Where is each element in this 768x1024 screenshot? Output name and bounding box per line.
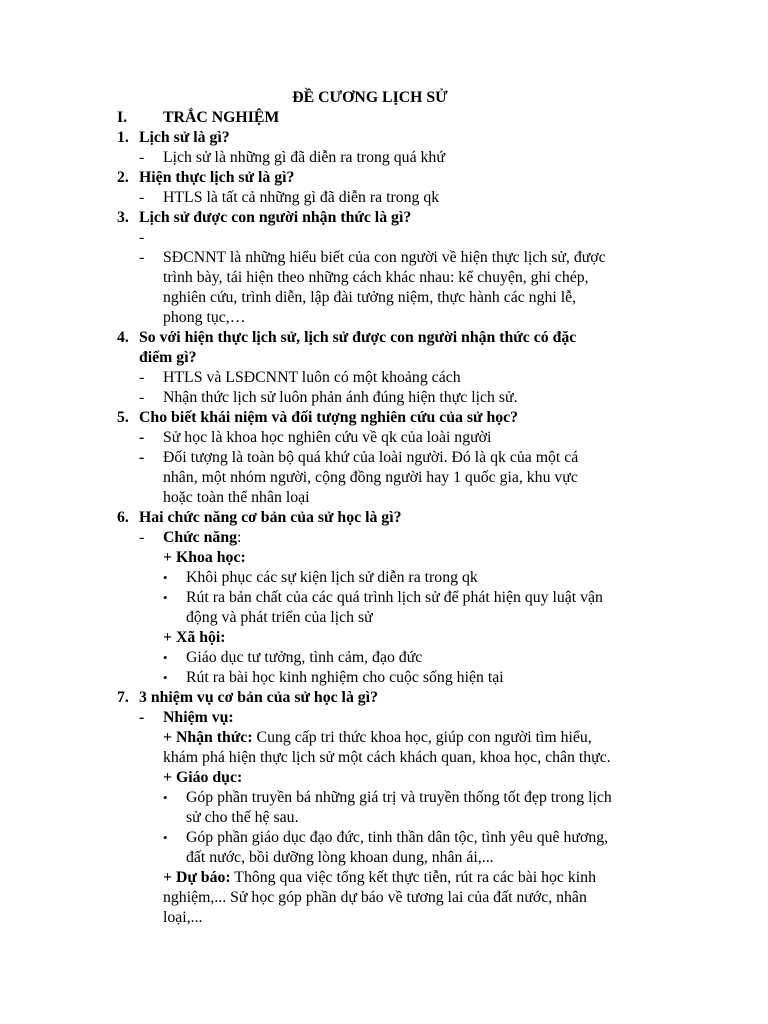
category-heading: + Khoa học: bbox=[163, 549, 246, 566]
bullet-text: Giáo dục tư tưởng, tình cảm, đạo đức bbox=[186, 649, 423, 666]
question-text: Hai chức năng cơ bản của sử học là gì? bbox=[139, 509, 402, 526]
dash-marker: - bbox=[139, 189, 145, 206]
question-number: 2. bbox=[117, 169, 129, 186]
dash-marker: - bbox=[139, 249, 145, 266]
answer-item bbox=[117, 248, 677, 268]
category-heading: + Dự báo: bbox=[163, 869, 231, 886]
question-number: 7. bbox=[117, 689, 129, 706]
dash-marker: - bbox=[139, 709, 145, 726]
dash-marker: - bbox=[139, 429, 145, 446]
category-text-cont: khám phá hiện thực lịch sử một cách khách quan, khoa học, chân thực. bbox=[163, 749, 611, 766]
sub-heading-label: Chức năng bbox=[163, 529, 238, 546]
bullet-marker: • bbox=[163, 590, 168, 605]
question-number: 3. bbox=[117, 209, 129, 226]
answer-text-cont: trình bày, tái hiện theo những cách khác nhau: kể chuyện, ghi chép, bbox=[163, 269, 589, 286]
question-text: Cho biết khái niệm và đối tượng nghiên cứu của sử học? bbox=[139, 409, 519, 426]
bullet-item bbox=[117, 788, 677, 808]
bullet-item bbox=[117, 828, 677, 848]
bullet-text-cont: đất nước, bồi dưỡng lòng khoan dung, nhân ái,... bbox=[186, 849, 494, 866]
question-number: 5. bbox=[117, 409, 129, 426]
category-text: Thông qua việc tổng kết thực tiễn, rút ra các bài học kinh bbox=[230, 869, 596, 886]
bullet-text-cont: sử cho thế hệ sau. bbox=[186, 809, 299, 826]
question-text-cont: điểm gì? bbox=[139, 349, 197, 366]
question-text: Lịch sử được con người nhận thức là gì? bbox=[139, 209, 412, 226]
bullet-text: Rút ra bài học kinh nghiệm cho cuộc sống hiện tại bbox=[186, 669, 504, 686]
bullet-item bbox=[117, 588, 677, 608]
question-6 bbox=[117, 508, 677, 528]
answer-item bbox=[117, 368, 677, 388]
answer-text: HTLS là tất cả những gì đã diễn ra trong qk bbox=[163, 189, 440, 206]
answer-item bbox=[117, 448, 677, 468]
category-heading: + Xã hội: bbox=[163, 629, 226, 646]
bullet-text: Góp phần truyền bá những giá trị và truyền thống tốt đẹp trong lịch bbox=[186, 789, 612, 806]
colon: : bbox=[237, 529, 242, 546]
question-text: Hiện thực lịch sử là gì? bbox=[139, 169, 295, 186]
answer-item-empty bbox=[117, 228, 677, 248]
sub-heading-label: Nhiệm vụ: bbox=[163, 709, 234, 726]
category-text-cont: nghiệm,... Sử học góp phần dự báo về tương lai của đất nước, nhân bbox=[163, 889, 587, 906]
answer-text-cont: phong tục,… bbox=[163, 309, 246, 326]
category-text: Cung cấp tri thức khoa học, giúp con người tìm hiểu, bbox=[252, 729, 592, 746]
category-heading: + Giáo dục: bbox=[163, 769, 243, 786]
bullet-marker: • bbox=[163, 790, 168, 805]
answer-text-cont: nghiên cứu, trình diễn, lập đài tưởng niệm, thực hành các nghi lễ, bbox=[163, 289, 577, 306]
question-text: Lịch sử là gì? bbox=[139, 129, 230, 146]
document-title: ĐỀ CƯƠNG LỊCH SỬ bbox=[292, 89, 448, 106]
dash-marker: - bbox=[139, 529, 145, 546]
question-3 bbox=[117, 208, 677, 228]
sub-heading bbox=[117, 528, 677, 548]
dash-marker: - bbox=[139, 449, 145, 466]
question-number: 6. bbox=[117, 509, 129, 526]
question-5 bbox=[117, 408, 677, 428]
question-text: 3 nhiệm vụ cơ bản của sử học là gì? bbox=[139, 689, 378, 706]
answer-item bbox=[117, 428, 677, 448]
question-text: So với hiện thực lịch sử, lịch sử được con người nhận thức có đặc bbox=[139, 329, 577, 346]
dash-marker: - bbox=[139, 369, 145, 386]
bullet-marker: • bbox=[163, 830, 168, 845]
section-heading bbox=[117, 108, 677, 128]
bullet-text: Khôi phục các sự kiện lịch sử diễn ra trong qk bbox=[186, 569, 478, 586]
question-number: 1. bbox=[117, 129, 129, 146]
category-text-cont: loại,... bbox=[163, 909, 203, 926]
bullet-marker: • bbox=[163, 650, 168, 665]
answer-text: Lịch sử là những gì đã diễn ra trong quá khứ bbox=[163, 149, 445, 166]
answer-text: Nhận thức lịch sử luôn phản ánh đúng hiện thực lịch sử. bbox=[163, 389, 518, 406]
answer-text: SĐCNNT là những hiểu biết của con người về hiện thực lịch sử, được bbox=[163, 249, 606, 266]
dash-marker: - bbox=[139, 149, 145, 166]
question-7 bbox=[117, 688, 677, 708]
document-body bbox=[117, 108, 677, 928]
bullet-text: Góp phần giáo dục đạo đức, tinh thần dân tộc, tình yêu quê hương, bbox=[186, 829, 609, 846]
answer-item bbox=[117, 188, 677, 208]
bullet-marker: • bbox=[163, 670, 168, 685]
question-2 bbox=[117, 168, 677, 188]
bullet-text-cont: động và phát triển của lịch sử bbox=[186, 609, 373, 626]
bullet-text: Rút ra bản chất của các quá trình lịch sử để phát hiện quy luật vận bbox=[186, 589, 603, 606]
section-title: TRẮC NGHIỆM bbox=[163, 109, 280, 126]
sub-heading bbox=[117, 708, 677, 728]
question-1 bbox=[117, 128, 677, 148]
answer-text-cont: hoặc toàn thể nhân loại bbox=[163, 489, 310, 506]
question-4 bbox=[117, 328, 677, 348]
dash-marker: - bbox=[139, 389, 145, 406]
answer-text: Đối tượng là toàn bộ quá khứ của loài người. Đó là qk của một cá bbox=[163, 449, 579, 466]
answer-text-cont: nhân, một nhóm người, cộng đồng người hay 1 quốc gia, khu vực bbox=[163, 469, 578, 486]
category-heading: + Nhận thức: bbox=[163, 729, 253, 746]
bullet-item bbox=[117, 648, 677, 668]
bullet-marker: • bbox=[163, 570, 168, 585]
bullet-item bbox=[117, 568, 677, 588]
question-number: 4. bbox=[117, 329, 129, 346]
answer-item bbox=[117, 148, 677, 168]
section-numeral: I. bbox=[117, 109, 128, 126]
answer-text: Sử học là khoa học nghiên cứu về qk của loài người bbox=[163, 429, 492, 446]
bullet-item bbox=[117, 668, 677, 688]
dash-marker: - bbox=[139, 229, 145, 246]
answer-item bbox=[117, 388, 677, 408]
answer-text: HTLS và LSĐCNNT luôn có một khoảng cách bbox=[163, 369, 461, 386]
